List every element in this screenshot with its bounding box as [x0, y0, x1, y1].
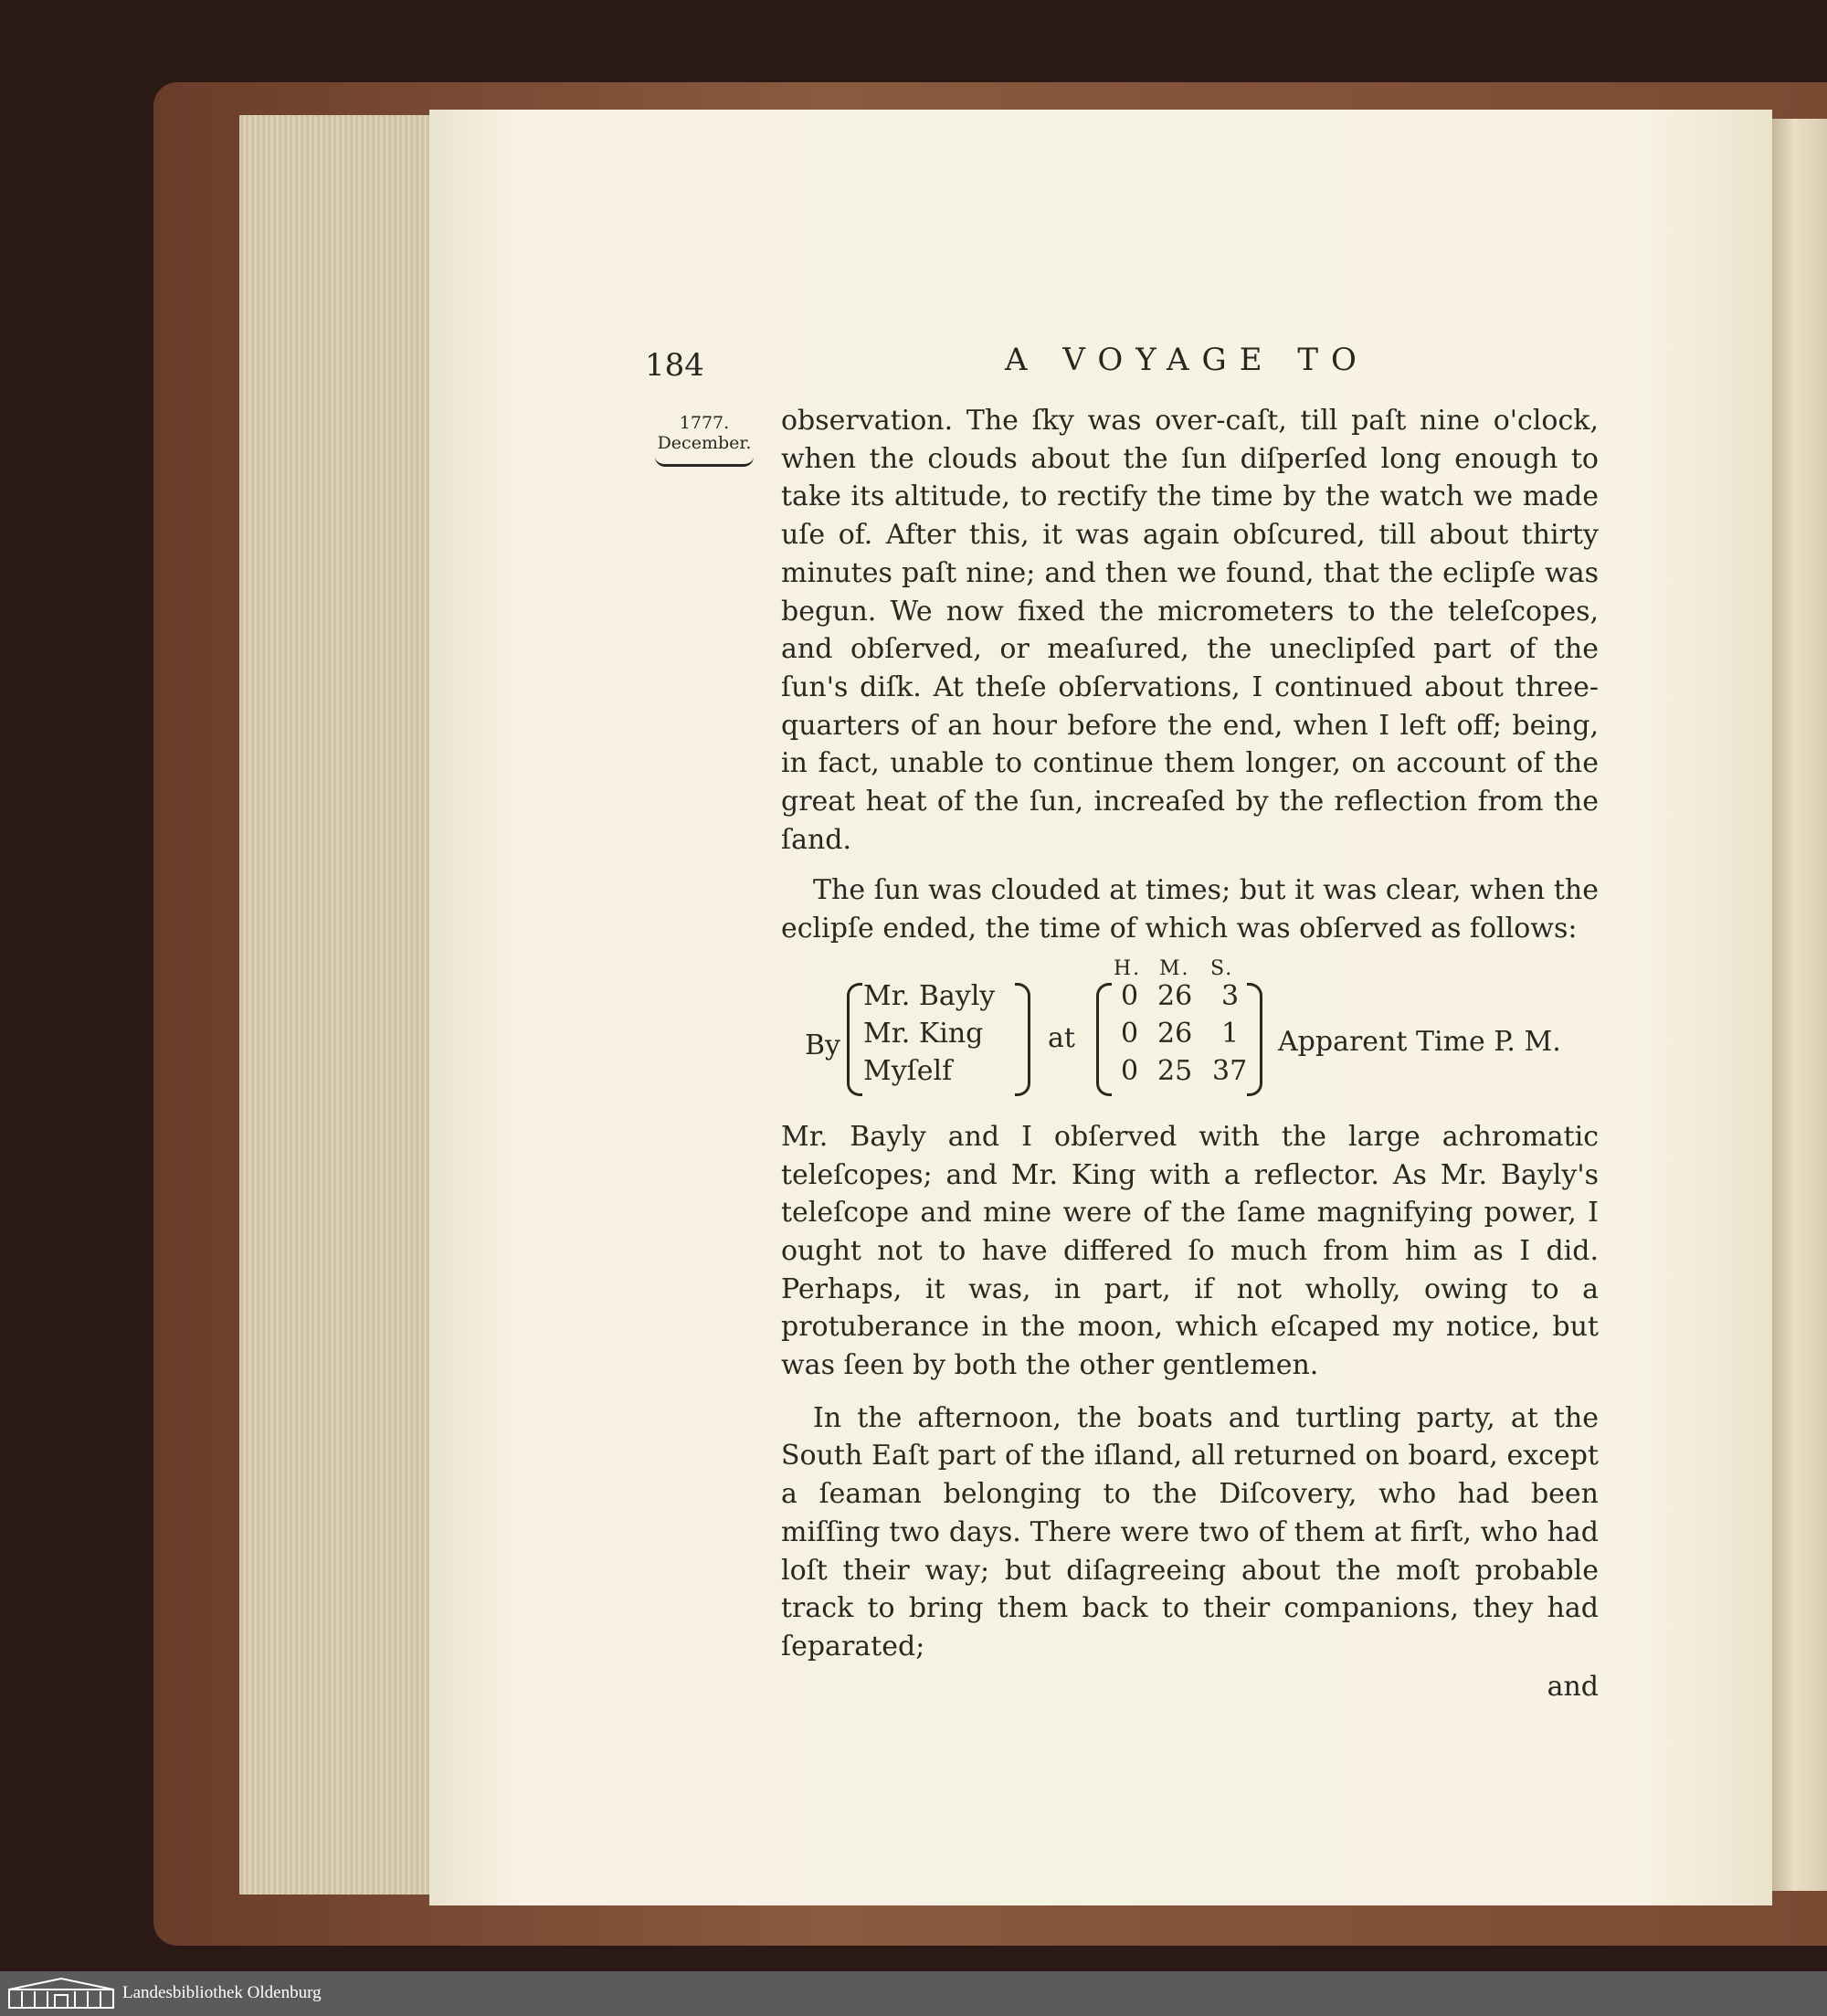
main-text — [781, 402, 1599, 1703]
paragraph-3: Mr. Bayly and I obſerved with the large achromatic teleſcopes; and Mr. King with a reflector. As Mr. Bayly's teleſcope and mine were of the ſame magnifying power, I ought not to have differed ſo much from him as I did. Perhaps, it was, in part, if not wholly, owing to a protuberance in the moon, which eſcaped my notice, but was ſeen by both the other gentlemen. — [781, 1120, 1599, 1382]
time-minutes: 26 — [1157, 1017, 1193, 1050]
times-left-brace — [1096, 983, 1112, 1096]
time-seconds: 1 — [1221, 1017, 1240, 1050]
observer-name: Myſelf — [863, 1054, 953, 1087]
header-seconds: S. — [1210, 956, 1234, 980]
page-number: 184 — [645, 347, 704, 384]
page-block-edges — [239, 115, 429, 1895]
time-row — [1121, 1015, 1240, 1052]
library-name: Landesbibliothek Oldenburg — [122, 1983, 322, 2002]
time-seconds: 3 — [1221, 979, 1240, 1012]
observer-name: Mr. King — [863, 1017, 984, 1050]
time-row — [1121, 1052, 1248, 1090]
observer-name: Mr. Bayly — [863, 979, 996, 1012]
header-hours: H. — [1114, 956, 1142, 980]
time-hours: 0 — [1121, 979, 1139, 1012]
by-label: By — [805, 1029, 840, 1061]
facing-page-edge — [1772, 119, 1827, 1891]
times-right-brace — [1247, 983, 1262, 1096]
time-minutes: 25 — [1157, 1054, 1193, 1087]
time-hours: 0 — [1121, 1017, 1139, 1050]
paragraph-4: In the afternoon, the boats and turtling party, at the South Eaſt part of the iſland, all returned on board, except a ſeaman belonging to the Diſcovery, who had been miſſing two days. There were two of them at firſt, who had loſt their way; but diſagreeing about the moſt probable track to bring them back to their companions, they had ſeparated; — [781, 1401, 1599, 1662]
apparent-time-label: Apparent Time P. M. — [1278, 1025, 1561, 1058]
time-hours: 0 — [1121, 1054, 1139, 1087]
margin-date-note — [652, 413, 756, 467]
time-row — [1121, 977, 1240, 1015]
observed-times — [1121, 977, 1248, 1090]
at-label: at — [1048, 1021, 1075, 1054]
paragraph-1: observation. The ſky was over-caſt, till paſt nine o'clock, when the clouds about the ſun diſperſed long enough to take its altitude, to rectify the time by the watch we made uſe of. After this, it was again obſcured, till about thirty minutes paſt nine; and then we found, that the eclipſe was begun. We now fixed the micrometers to the teleſcopes, and obſerved, or meaſured, the uneclipſed part of the ſun's diſk. At theſe obſervations, I continued about three-quarters of an hour before the end, when I left off; being, in fact, unable to continue them longer, on account of the great heat of the ſun, increaſed by the reflection from the ſand. — [781, 405, 1599, 856]
header-minutes: M. — [1159, 956, 1190, 980]
time-seconds: 37 — [1212, 1054, 1248, 1087]
observer-names — [863, 977, 995, 1090]
running-title: A VOYAGE TO — [1005, 342, 1369, 378]
observers-left-brace — [847, 983, 862, 1096]
time-minutes: 26 — [1157, 979, 1193, 1012]
paragraph-2: The ſun was clouded at times; but it was clear, when the eclipſe ended, the time of which was obſerved as follows: — [781, 874, 1599, 945]
library-building-icon — [7, 1977, 115, 2010]
observation-table — [781, 948, 1599, 1118]
margin-brace — [655, 457, 754, 467]
margin-month: December. — [657, 433, 752, 453]
footer-bar — [0, 1971, 1827, 2016]
observers-right-brace — [1015, 983, 1030, 1096]
margin-year: 1777. — [679, 413, 730, 433]
catchword: and — [1547, 1670, 1599, 1703]
